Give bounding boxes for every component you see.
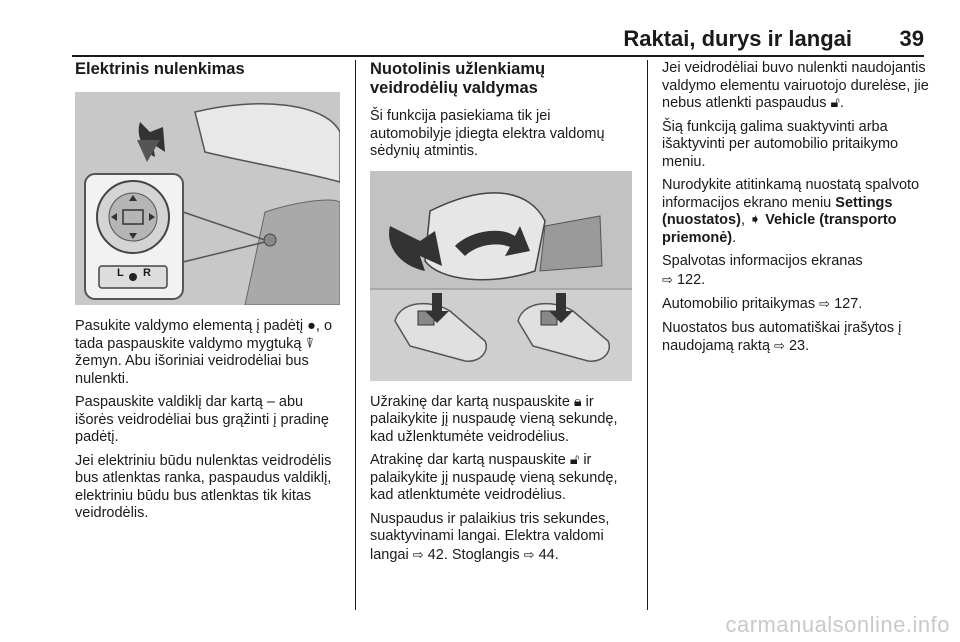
paragraph-fold-instructions: Pasukite valdymo elementą į padėtį ●, o tada paspauskite valdymo mygtuką ⍒ žemyn. Abu išoriniai veidrodėliai bus nulenkti. xyxy=(75,318,333,387)
unlock-icon: 🔓︎ xyxy=(569,452,580,468)
remote-key-figure xyxy=(370,171,632,381)
page-ref-link[interactable]: 122 xyxy=(676,271,702,288)
paragraph-key-memory: Nuostatos bus automatiškai įrašytos į naudojamą raktą ⇨ 23. xyxy=(662,319,902,354)
page-ref-icon: ⇨ xyxy=(412,546,424,562)
page-ref-link[interactable]: 23 xyxy=(788,338,806,354)
column-divider-2 xyxy=(647,60,648,610)
paragraph-unfold-instructions: Paspauskite valdiklį dar kartą – abu išorės veidrodėliai bus grąžinti į pradinę padėtį. xyxy=(75,394,329,445)
paragraph-personalization-note: Šią funkciją galima suaktyvinti arba išaktyvinti per automobilio pritaikymo meniu. xyxy=(662,118,899,170)
mirror-control-illustration xyxy=(75,92,340,305)
paragraph-windows-activation: Nuspaudus ir palaikius tris sekundes, suaktyvinami langai. Elektra valdomi langai ⇨ 42. Stoglangis ⇨ 44. xyxy=(370,510,610,563)
paragraph-availability: Ši funkcija pasiekiama tik jei automobilyje įdiegta elektra valdomų sėdynių atmintis. xyxy=(370,108,605,159)
paragraph-remote-unfold: Atrakinę dar kartą nuspauskite 🔓︎ ir palaikykite jį nuspaudę vieną sekundę, kad atlenktumėte veidrodėlius. xyxy=(370,452,618,503)
column-remote-folding xyxy=(370,60,632,570)
page-number: 39 xyxy=(899,26,924,51)
remote-fold-illustration xyxy=(370,171,632,381)
page-ref-icon: ⇨ xyxy=(523,546,535,562)
page-ref-link[interactable]: 42 xyxy=(427,546,444,563)
paragraph-manual-unfold-note: Jei elektriniu būdu nulenktas veidrodėlis bus atlenktas ranka, paspaudus valdiklį, elektriniu būdu bus atlenktas tik kitas veidrodėlis. xyxy=(75,452,332,521)
fold-button-icon: ⍒ xyxy=(305,335,315,352)
arrow-right-icon: ➧ xyxy=(749,212,762,228)
page-header xyxy=(72,26,924,56)
vehicle-menu-label: Vehicle (transporto priemonė) xyxy=(662,212,897,246)
site-watermark: carmanualsonline.info xyxy=(725,612,950,637)
paragraph-info-display-ref: Spalvotas informacijos ekranas ⇨ 122. xyxy=(662,253,863,288)
paragraph-remote-fold: Užrakinę dar kartą nuspauskite 🔒︎ ir palaikykite jį nuspaudę vieną sekundę, kad užlenktumėte veidrodėlius. xyxy=(370,393,618,445)
page-ref-icon: ⇨ xyxy=(774,338,785,353)
page-ref-link[interactable]: 127 xyxy=(834,296,859,312)
switch-label-left: L xyxy=(117,267,124,279)
paragraph-personalization-ref: Automobilio pritaikymas ⇨ 127. xyxy=(662,296,863,312)
section-heading-remote-folding: Nuotolinis užlenkiamų veidrodėlių valdymas xyxy=(370,60,546,97)
page-ref-link[interactable]: 44 xyxy=(538,546,555,563)
column-remote-notes xyxy=(662,60,932,362)
switch-label-right: R xyxy=(143,267,151,279)
column-divider-1 xyxy=(355,60,356,610)
mirror-switch-figure xyxy=(75,92,340,305)
lock-icon: 🔒︎ xyxy=(573,393,582,410)
filled-circle-icon: ● xyxy=(307,318,316,334)
unlock-icon: 🔓︎ xyxy=(830,95,840,111)
page-ref-icon: ⇨ xyxy=(662,271,673,287)
column-electric-folding xyxy=(75,60,340,529)
section-heading-electric-folding: Elektrinis nulenkimas xyxy=(75,60,245,78)
settings-menu-label: Settings (nuostatos) xyxy=(662,194,893,228)
paragraph-driver-door-note: Jei veidrodėliai buvo nulenkti naudojantis valdymo elementu vairuotojo durelėse, jie nebus atlenkti paspaudus 🔓︎. xyxy=(662,60,929,111)
chapter-title: Raktai, durys ir langai xyxy=(623,26,852,51)
header-rule xyxy=(72,55,924,57)
page-ref-icon: ⇨ xyxy=(819,296,831,311)
paragraph-settings-path: Nurodykite atitinkamą nuostatą spalvoto informacijos ekrano meniu Settings (nuostatos), ➧ Vehicle (transporto priemonė). xyxy=(662,177,920,246)
